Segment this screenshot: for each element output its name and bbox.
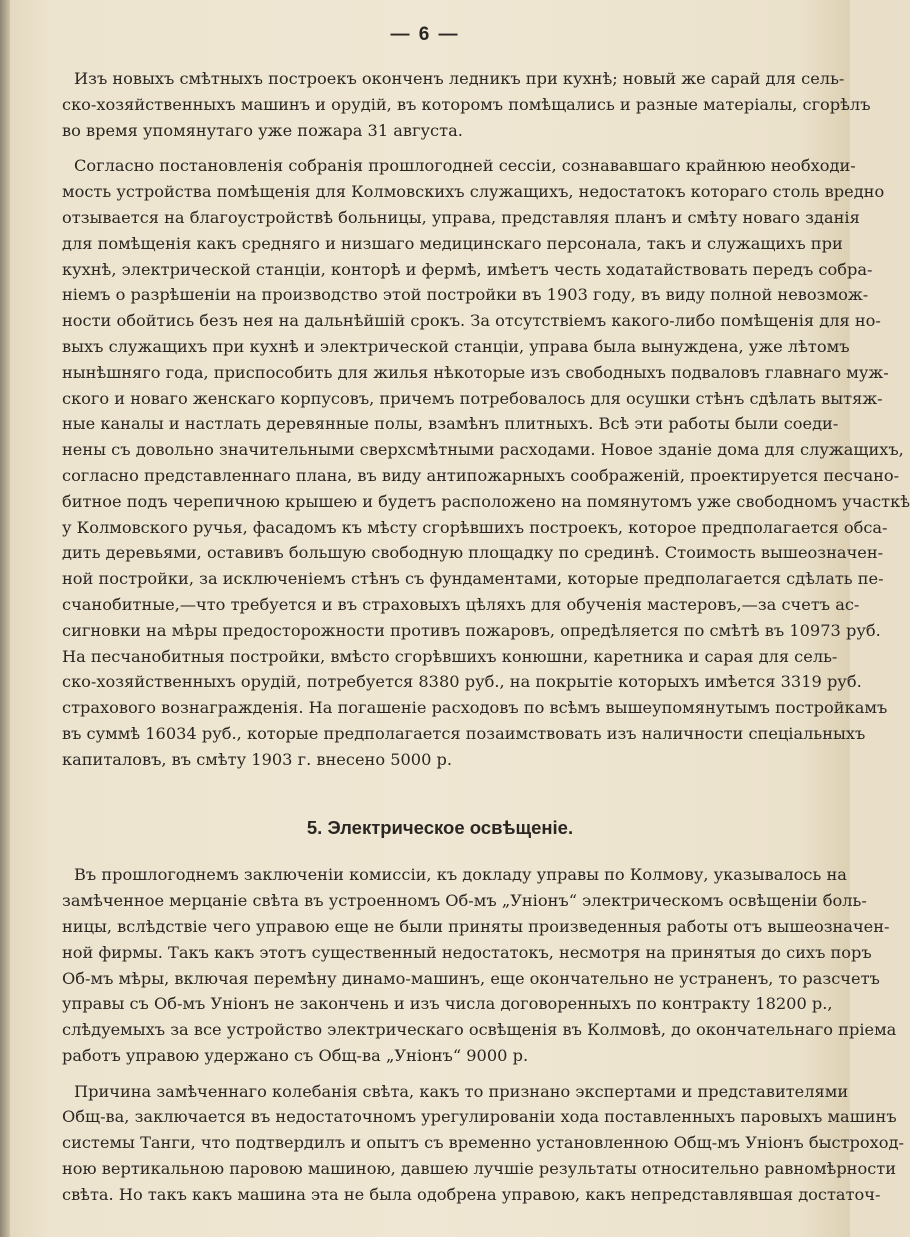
paragraphs-after-section — [62, 862, 904, 1207]
text-line: сигновки на мѣры предосторожности противъ пожаровъ, опредѣляется по смѣтѣ въ 10973 руб. — [62, 620, 881, 640]
text-line: у Колмовского ручья, фасадомъ къ мѣсту сгорѣвшихъ построекъ, которое предполагается обса- — [62, 517, 888, 537]
text-line: свѣта. Но такъ какъ машина эта не была одобрена управою, какъ непредставлявшая достаточ- — [62, 1184, 881, 1204]
text-line: ницы, вслѣдствіе чего управою еще не были приняты произведенныя работы отъ вышеозначен- — [62, 916, 890, 936]
paragraph — [62, 66, 871, 143]
text-line: дить деревьями, оставивъ большую свободную площадку по срединѣ. Стоимость вышеозначен- — [62, 543, 884, 563]
text-line: ско-хозяйственныхъ орудій, потребуется 8380 руб., на покрытіе которыхъ имѣется 3319 руб. — [62, 672, 862, 692]
text-line: отзывается на благоустройствѣ больницы, управа, представляя планъ и смѣту новаго зданія — [62, 207, 860, 227]
page-number: — 6 — — [390, 24, 460, 45]
text-line: мость устройства помѣщенія для Колмовскихъ служащихъ, недостатокъ котораго столь вредно — [62, 182, 885, 202]
text-line: ной фирмы. Такъ какъ этотъ существенный недостатокъ, несмотря на принятыя до сихъ поръ — [62, 942, 872, 962]
paragraph — [62, 1079, 904, 1208]
text-line: Изъ новыхъ смѣтныхъ построекъ оконченъ ледникъ при кухнѣ; новый же сарай для сель- — [74, 69, 845, 88]
text-line: ной постройки, за исключеніемъ стѣнъ съ фундаментами, которые предполагается сдѣлать пе- — [62, 569, 884, 589]
paragraph — [62, 153, 910, 772]
page-content — [62, 66, 910, 1218]
section-heading: 5. Электрическое освѣщеніе. — [306, 816, 574, 838]
text-line: ніемъ о разрѣшеніи на производство этой постройки въ 1903 году, въ виду полной невозмож- — [62, 285, 869, 305]
text-line: битное подъ черепичною крышею и будетъ расположено на помянутомъ уже свободномъ участкѣ — [62, 491, 910, 511]
text-line: ности обойтись безъ нея на дальнѣйшій срокъ. За отсутствіемъ какого-либо помѣщенія для но- — [62, 311, 881, 331]
page-edge-shadow — [0, 0, 10, 1237]
text-line: работъ управою удержано съ Общ-ва „Уніонъ“ 9000 р. — [62, 1045, 529, 1065]
text-line: системы Танги, что подтвердилъ и опытъ съ временно установленною Общ-мъ Уніонъ быстроход- — [62, 1133, 904, 1153]
text-line: управы съ Об-мъ Уніонъ не закончень и изъ числа договоренныхъ по контракту 18200 р., — [62, 994, 833, 1014]
paragraph — [62, 862, 897, 1068]
text-line: нены съ довольно значительными сверхсмѣтными расходами. Новое зданіе дома для служащихъ, — [62, 440, 904, 460]
text-line: На песчанобитныя постройки, вмѣсто сгорѣвшихъ конюшни, каретника и сарая для сель- — [62, 646, 838, 666]
text-line: Въ прошлогоднемъ заключеніи комиссіи, къ докладу управы по Колмову, указывалось на — [74, 865, 847, 885]
text-line: согласно представленнаго плана, въ виду антипожарныхъ соображеній, проектируется песчано- — [62, 465, 900, 485]
text-line: кухнѣ, электрической станціи, конторѣ и фермѣ, имѣетъ честь ходатайствовать передъ собра- — [62, 259, 873, 279]
text-line: замѣченное мерцаніе свѣта въ устроенномъ Об-мъ „Уніонъ“ электрическомъ освѣщеніи боль- — [62, 891, 867, 911]
text-line: слѣдуемыхъ за все устройство электрическаго освѣщенія въ Колмовѣ, до окончательнаго пріема — [62, 1020, 897, 1040]
text-line: страхового вознагражденія. На погашеніе расходовъ по всѣмъ вышеупомянутымъ постройкамъ — [62, 698, 888, 718]
text-line: Общ-ва, заключается въ недостаточномъ урегулированіи хода поставленныхъ паровыхъ машинъ — [62, 1107, 897, 1127]
text-line: Об-мъ мѣры, включая перемѣну динамо-машинъ, еще окончательно не устраненъ, то разсчетъ — [62, 968, 880, 988]
text-line: для помѣщенія какъ средняго и низшаго медицинскаго персонала, такъ и служащихъ при — [62, 233, 843, 253]
text-line: ною вертикальною паровою машиною, давшею лучшіе результаты относительно равномѣрности — [62, 1159, 897, 1179]
text-line: ско-хозяйственныхъ машинъ и орудій, въ которомъ помѣщались и разные матеріалы, сгорѣлъ — [62, 94, 871, 114]
text-line: во время упомянутаго уже пожара 31 августа. — [62, 120, 463, 140]
text-line: ные каналы и настлать деревянные полы, взамѣнъ плитныхъ. Всѣ эти работы были соеди- — [62, 414, 839, 434]
paragraphs-before-section — [62, 66, 910, 773]
text-line: ского и новаго женскаго корпусовъ, причемъ потребовалось для осушки стѣнъ сдѣлать вытяж- — [62, 388, 883, 408]
text-line: Причина замѣченнаго колебанія свѣта, какъ то признано экспертами и представителями — [74, 1081, 849, 1101]
text-line: счанобитные,—что требуется и въ страховыхъ цѣляхъ для обученія мастеровъ,—за счетъ ас- — [62, 594, 860, 614]
text-line: Согласно постановленія собранія прошлогодней сессіи, сознававшаго крайнюю необходи- — [74, 156, 856, 176]
text-line: выхъ служащихъ при кухнѣ и электрической станціи, управа была вынуждена, уже лѣтомъ — [62, 336, 850, 356]
text-line: нынѣшняго года, приспособить для жилья нѣкоторые изъ свободныхъ подваловъ главнаго муж- — [62, 362, 889, 382]
text-line: капиталовъ, въ смѣту 1903 г. внесено 5000 р. — [62, 749, 453, 769]
text-line: въ суммѣ 16034 руб., которые предполагается позаимствовать изъ наличности спеціальныхъ — [62, 723, 866, 743]
